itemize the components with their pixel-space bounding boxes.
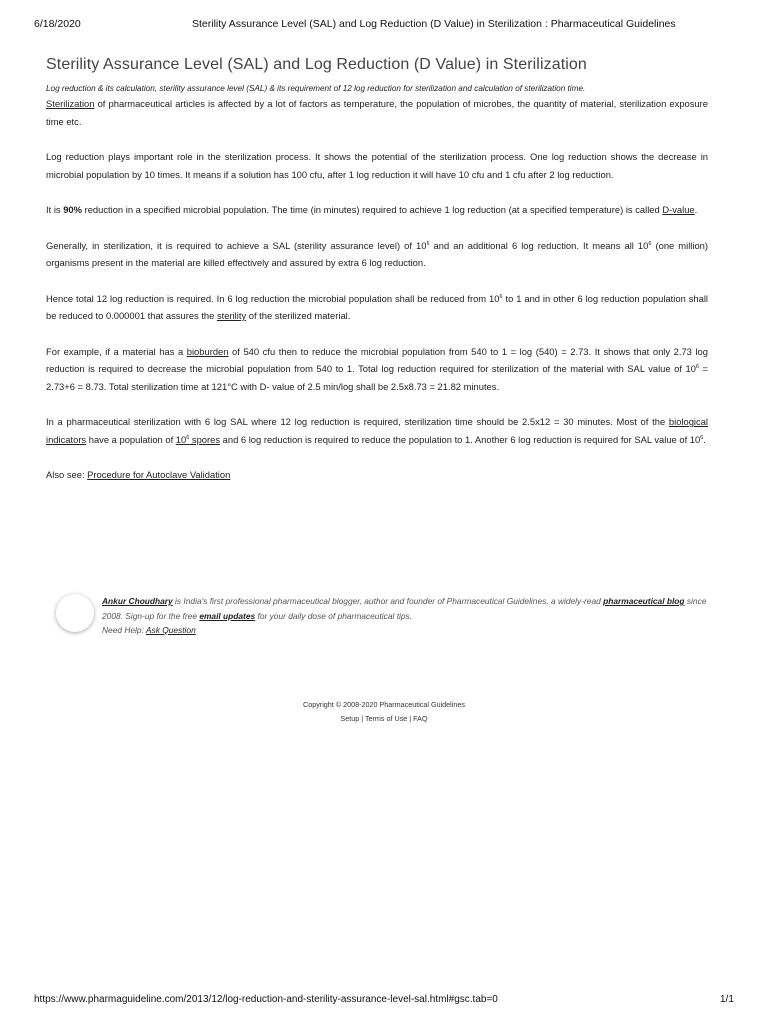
article (46, 56, 708, 484)
paragraph-7: In a pharmaceutical sterilization with 6 log SAL where 12 log reduction is required, sterilization time should be 2.5x12 = 30 minutes. Most of the biological indicators have a population of $10^6$ spores and 6 log reduction is required to reduce the population to 1. Another 6 log reduction is required for SAL value of $10^6$. (46, 416, 708, 445)
autoclave-validation-link[interactable]: Procedure for Autoclave Validation (87, 469, 231, 480)
author-box (56, 594, 716, 640)
ask-question-link[interactable]: Ask Question (145, 625, 196, 635)
d-value-link[interactable]: D-value (662, 204, 695, 215)
article-title: Sterility Assurance Level (SAL) and Log Reduction (D Value) in Sterilization (46, 56, 587, 73)
print-url: https://www.pharmaguideline.com/2013/12/log-reduction-and-sterility-assurance-level-sal.html#gsc.tab=0 (34, 994, 498, 1005)
sterility-link[interactable]: sterility (216, 310, 247, 321)
email-updates-link[interactable]: email updates (199, 610, 256, 621)
paragraph-6: For example, if a material has a bioburden of 540 cfu then to reduce the microbial population from 540 to 1 = log (540) = 2.73. It shows that only 2.73 log reduction is required to decrease the microbial population from 540 to 1. Total log reduction required for sterilization of the material with SAL value of $10^6 = 2.73+6 = 8.73$. Total sterilization time at 121°C with D- value of 2.5 min/log shall be 2.5x8.73 = 21.82 minutes. (46, 345, 708, 392)
bioburden-link[interactable]: bioburden (186, 345, 229, 357)
footer-link-faq[interactable]: FAQ (413, 714, 428, 723)
pharmaceutical-blog-link[interactable]: pharmaceutical blog (603, 596, 685, 606)
paragraph-2: Log reduction plays important role in the sterilization process. It shows the potential of the sterilization process. One log reduction shows the decrease in microbial population by 10 times. It means if a solution has 100 cfu, after 1 log reduction it will have 10 cfu and 1 cfu after 2 log reduction. (46, 151, 708, 180)
paragraph-5: Hence total 12 log reduction is required. In 6 log reduction the microbial population shall be reduced from $10^6$ to 1 and in other 6 log reduction population shall be reduced to 0.000001 that assures the sterility of the sterilized material. (46, 292, 708, 321)
print-header (0, 0, 768, 40)
copyright: Copyright © 2008-2020 Pharmaceutical Guidelines (303, 700, 465, 709)
biological-indicators-link[interactable]: biological indicators (46, 416, 708, 445)
print-footer (0, 990, 768, 1010)
spores-link[interactable]: $10^6$ spores (175, 433, 221, 445)
paragraph-3: It is 90% reduction in a specified microbial population. The time (in minutes) required to achieve 1 log reduction (at a specified temperature) is called D-value. (46, 204, 698, 215)
page-number: 1/1 (720, 994, 734, 1005)
article-intro: Log reduction & its calculation, sterility assurance level (SAL) & its requirement of 12 log reduction for sterilization and calculation of sterilization time. (46, 84, 586, 93)
footer-link-terms[interactable]: Terms of Use (364, 714, 408, 723)
footer-links: Setup | Terms of Use | FAQ (340, 714, 428, 723)
author-link[interactable]: Ankur Choudhary (102, 596, 173, 606)
print-date: 6/18/2020 (34, 18, 81, 30)
print-title: Sterility Assurance Level (SAL) and Log Reduction (D Value) in Sterilization : Pharmaceutical Guidelines (192, 18, 676, 30)
also-see: Also see: Procedure for Autoclave Validation (46, 469, 231, 480)
author-bio: Ankur Choudhary is India's first professional pharmaceutical blogger, author and founder of Pharmaceutical Guidelines, a widely-read pharmaceutical blog since 2008. Sign-up for the free email updates for your daily dose of pharmaceutical tips. Need Help: Ask Question (102, 596, 707, 635)
site-footer (0, 698, 768, 726)
paragraph-4: Generally, in sterilization, it is required to achieve a SAL (sterility assurance level) of $10^6$ and an additional 6 log reduction. It means all $10^6$ (one million) organisms present in the material are killed effectively and assured by extra 6 log reduction. (46, 239, 708, 268)
sterilization-link[interactable]: Sterilization (46, 98, 95, 109)
paragraph-1: Sterilization of pharmaceutical articles is affected by a lot of factors as temperature, the population of microbes, the quantity of material, sterilization exposure time etc. (46, 98, 708, 127)
footer-link-setup[interactable]: Setup (340, 714, 360, 723)
avatar (56, 594, 94, 632)
